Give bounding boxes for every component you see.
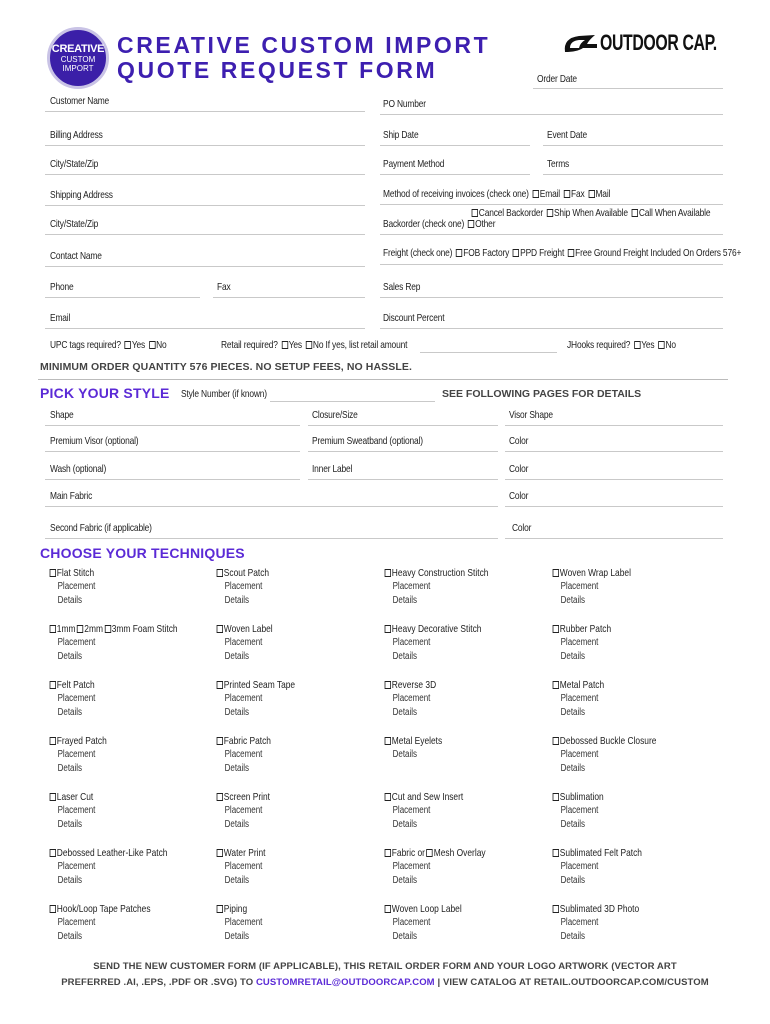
technique-item — [215, 566, 375, 608]
ppd-freight-checkbox[interactable] — [513, 249, 519, 257]
technique-label: Flat Stitch — [56, 567, 95, 579]
technique-option[interactable] — [215, 846, 343, 860]
email-label: Email — [50, 312, 71, 324]
technique-item — [215, 622, 375, 664]
placement-field[interactable]: Placement — [57, 805, 96, 816]
placement-field[interactable]: Placement — [392, 693, 431, 704]
technique-label: Heavy Construction Stitch — [391, 567, 489, 579]
premium-visor-field[interactable] — [45, 451, 300, 452]
divider — [380, 264, 723, 265]
technique-item — [551, 734, 711, 776]
fax-label: Fax — [217, 281, 231, 293]
technique-item — [215, 902, 375, 944]
main-fabric-field[interactable] — [45, 506, 498, 507]
technique-checkbox[interactable] — [553, 737, 559, 745]
shipping-address-label: Shipping Address — [50, 189, 113, 201]
technique-label: 1mm — [56, 623, 76, 635]
technique-item — [383, 902, 543, 944]
technique-option[interactable] — [48, 902, 176, 916]
placement-field[interactable]: Placement — [224, 581, 263, 592]
technique-option[interactable] — [383, 622, 511, 636]
foam-stitch-checkbox[interactable] — [77, 625, 83, 633]
customer-name-field[interactable] — [45, 111, 365, 112]
backorder-options: Cancel Backorder Ship When Available Call When Available — [470, 207, 710, 219]
placement-field[interactable]: Placement — [560, 805, 599, 816]
technique-checkbox[interactable] — [385, 681, 391, 689]
technique-option[interactable] — [48, 846, 176, 860]
technique-option[interactable] — [551, 790, 679, 804]
placement-field[interactable]: Placement — [224, 749, 263, 760]
technique-option[interactable] — [383, 566, 511, 580]
technique-checkbox[interactable] — [217, 625, 223, 633]
details-field[interactable]: Details — [224, 875, 250, 886]
technique-checkbox[interactable] — [50, 737, 56, 745]
wash-label: Wash (optional) — [50, 463, 107, 475]
technique-item — [383, 846, 543, 888]
technique-checkbox[interactable] — [553, 625, 559, 633]
technique-option[interactable] — [215, 622, 343, 636]
placement-field[interactable]: Placement — [224, 637, 263, 648]
technique-label: Reverse 3D — [391, 679, 437, 691]
technique-item — [551, 622, 711, 664]
retail-no-checkbox[interactable] — [306, 341, 312, 349]
divider — [380, 204, 723, 205]
technique-checkbox[interactable] — [553, 793, 559, 801]
see-following-pages-notice: SEE FOLLOWING PAGES FOR DETAILS — [442, 388, 642, 400]
placement-field[interactable]: Placement — [392, 917, 431, 928]
placement-field[interactable]: Placement — [560, 637, 599, 648]
upc-tags-label: UPC tags required? Yes No — [50, 339, 167, 351]
technique-item — [383, 734, 543, 762]
technique-checkbox[interactable] — [50, 905, 56, 913]
call-when-available-checkbox[interactable] — [632, 209, 638, 217]
placement-field[interactable]: Placement — [57, 637, 96, 648]
technique-checkbox[interactable] — [217, 905, 223, 913]
details-field[interactable]: Details — [392, 819, 418, 830]
technique-label: Woven Wrap Label — [559, 567, 631, 579]
details-field[interactable]: Details — [560, 819, 586, 830]
technique-option[interactable] — [551, 734, 679, 748]
technique-checkbox[interactable] — [217, 681, 223, 689]
shape-label: Shape — [50, 409, 74, 421]
technique-option[interactable] — [215, 734, 343, 748]
technique-item — [383, 566, 543, 608]
technique-label: Debossed Leather-Like Patch — [56, 847, 168, 859]
second-fabric-field[interactable] — [45, 538, 498, 539]
jhooks-label: JHooks required? Yes No — [567, 339, 676, 351]
technique-label: Water Print — [223, 847, 266, 859]
discount-percent-field[interactable] — [380, 328, 723, 329]
details-field[interactable]: Details — [224, 595, 250, 606]
technique-label: Hook/Loop Tape Patches — [56, 903, 151, 915]
sales-rep-label: Sales Rep — [383, 281, 421, 293]
details-field[interactable]: Details — [57, 931, 83, 942]
technique-option[interactable] — [383, 790, 511, 804]
mesh-overlay-label: Mesh Overlay — [433, 847, 486, 859]
sales-rep-field[interactable] — [380, 297, 723, 298]
technique-item — [551, 566, 711, 608]
details-field[interactable]: Details — [57, 651, 83, 662]
technique-option[interactable] — [383, 678, 511, 692]
placement-field[interactable]: Placement — [224, 805, 263, 816]
second-fabric-label: Second Fabric (if applicable) — [50, 522, 152, 534]
color-field-3[interactable] — [505, 506, 723, 507]
technique-item — [48, 902, 208, 944]
divider — [380, 234, 723, 235]
placement-field[interactable]: Placement — [57, 917, 96, 928]
placement-field[interactable]: Placement — [224, 917, 263, 928]
technique-checkbox[interactable] — [553, 905, 559, 913]
footer-instructions-line2: PREFERRED .AI, .EPS, .PDF OR .SVG) TO CUSTOMRETAIL@OUTDOORCAP.COM | VIEW CATALOG AT RETAIL.OUTDOORCAP.COM/CUSTOM — [61, 977, 709, 988]
backorder-label: Backorder (check one) Other — [383, 218, 496, 230]
choose-your-techniques-title: CHOOSE YOUR TECHNIQUES — [40, 545, 245, 561]
main-fabric-label: Main Fabric — [50, 490, 93, 502]
details-field[interactable]: Details — [392, 749, 418, 760]
technique-item — [215, 734, 375, 776]
technique-item — [48, 790, 208, 832]
closure-size-field[interactable] — [308, 425, 498, 426]
color-field-4[interactable] — [505, 538, 723, 539]
technique-option[interactable] — [551, 846, 679, 860]
color-label-1: Color — [509, 435, 529, 447]
technique-item — [551, 678, 711, 720]
event-date-field[interactable] — [543, 145, 723, 146]
ship-date-label: Ship Date — [383, 129, 419, 141]
order-date-field[interactable] — [533, 88, 723, 89]
technique-label: Laser Cut — [56, 791, 94, 803]
placement-field[interactable]: Placement — [392, 637, 431, 648]
details-field[interactable]: Details — [560, 875, 586, 886]
technique-checkbox[interactable] — [50, 625, 56, 633]
invoice-method-label: Method of receiving invoices (check one) Email Fax Mail — [383, 188, 611, 200]
creative-custom-import-badge: CREATIVE CUSTOM IMPORT — [47, 27, 109, 89]
technique-item — [383, 678, 543, 720]
technique-option[interactable] — [551, 622, 679, 636]
shipping-address-field[interactable] — [45, 205, 365, 206]
technique-label: Woven Loop Label — [391, 903, 462, 915]
placement-field[interactable]: Placement — [392, 861, 431, 872]
technique-checkbox[interactable] — [50, 793, 56, 801]
payment-method-label: Payment Method — [383, 158, 445, 170]
details-field[interactable]: Details — [224, 819, 250, 830]
technique-label: Rubber Patch — [559, 623, 612, 635]
po-number-label: PO Number — [383, 98, 426, 110]
details-field[interactable]: Details — [224, 651, 250, 662]
details-field[interactable]: Details — [224, 707, 250, 718]
technique-option[interactable] — [551, 902, 679, 916]
color-label-3: Color — [509, 490, 529, 502]
technique-label: Frayed Patch — [56, 735, 107, 747]
technique-option[interactable] — [383, 734, 511, 748]
technique-option[interactable] — [551, 566, 679, 580]
placement-field[interactable]: Placement — [560, 861, 599, 872]
technique-item — [383, 622, 543, 664]
technique-checkbox[interactable] — [553, 569, 559, 577]
technique-item — [48, 622, 208, 664]
details-field[interactable]: Details — [560, 931, 586, 942]
technique-option[interactable] — [551, 678, 679, 692]
technique-item — [215, 790, 375, 832]
details-field[interactable]: Details — [57, 707, 83, 718]
premium-visor-label: Premium Visor (optional) — [50, 435, 139, 447]
technique-label: Screen Print — [223, 791, 271, 803]
technique-checkbox[interactable] — [217, 569, 223, 577]
placement-field[interactable]: Placement — [392, 805, 431, 816]
details-field[interactable]: Details — [560, 595, 586, 606]
details-field[interactable]: Details — [57, 595, 83, 606]
placement-field[interactable]: Placement — [392, 581, 431, 592]
technique-label: Fabric Patch — [223, 735, 271, 747]
technique-label: Woven Label — [223, 623, 273, 635]
technique-option[interactable] — [215, 902, 343, 916]
technique-option[interactable] — [48, 678, 176, 692]
foam-stitch-label: 2mm — [84, 623, 103, 635]
color-field-1[interactable] — [505, 451, 723, 452]
technique-checkbox[interactable] — [217, 793, 223, 801]
technique-checkbox[interactable] — [50, 849, 56, 857]
details-field[interactable]: Details — [57, 875, 83, 886]
placement-field[interactable]: Placement — [560, 581, 599, 592]
closure-size-label: Closure/Size — [312, 409, 358, 421]
po-number-field[interactable] — [380, 114, 723, 115]
placement-field[interactable]: Placement — [57, 749, 96, 760]
placement-field[interactable]: Placement — [57, 581, 96, 592]
foam-stitch-checkbox[interactable] — [105, 625, 111, 633]
details-field[interactable]: Details — [57, 763, 83, 774]
technique-checkbox[interactable] — [385, 905, 391, 913]
placement-field[interactable]: Placement — [560, 693, 599, 704]
placement-field[interactable]: Placement — [57, 693, 96, 704]
technique-checkbox[interactable] — [553, 681, 559, 689]
billing-address-field[interactable] — [45, 145, 365, 146]
invoice-mail-checkbox[interactable] — [588, 190, 594, 198]
jhooks-yes-checkbox[interactable] — [634, 341, 640, 349]
details-field[interactable]: Details — [392, 595, 418, 606]
technique-checkbox[interactable] — [385, 793, 391, 801]
contact-name-label: Contact Name — [50, 250, 102, 262]
technique-label: Sublimation — [559, 791, 604, 803]
billing-city-state-zip-field[interactable] — [45, 174, 365, 175]
technique-checkbox[interactable] — [553, 849, 559, 857]
details-field[interactable]: Details — [57, 819, 83, 830]
outdoor-cap-logo-icon — [561, 30, 599, 58]
technique-label: Metal Eyelets — [391, 735, 443, 747]
technique-label: Printed Seam Tape — [223, 679, 296, 691]
brand-name: OUTDOOR CAP. — [600, 30, 717, 55]
order-date-label: Order Date — [537, 73, 577, 85]
technique-option[interactable] — [48, 566, 176, 580]
phone-field[interactable] — [45, 297, 200, 298]
terms-label: Terms — [547, 158, 570, 170]
form-title-line2: QUOTE REQUEST FORM — [117, 57, 438, 83]
event-date-label: Event Date — [547, 129, 587, 141]
technique-item — [48, 566, 208, 608]
placement-field[interactable]: Placement — [560, 917, 599, 928]
details-field[interactable]: Details — [392, 875, 418, 886]
technique-label: Sublimated Felt Patch — [559, 847, 642, 859]
details-field[interactable]: Details — [392, 651, 418, 662]
technique-checkbox[interactable] — [385, 625, 391, 633]
mesh-overlay-checkbox[interactable] — [427, 849, 433, 857]
backorder-other-checkbox[interactable] — [468, 220, 474, 228]
ship-date-field[interactable] — [380, 145, 530, 146]
contact-name-field[interactable] — [45, 266, 365, 267]
terms-field[interactable] — [543, 174, 723, 175]
technique-checkbox[interactable] — [217, 849, 223, 857]
technique-checkbox[interactable] — [385, 737, 391, 745]
technique-item — [383, 790, 543, 832]
retail-amount-field[interactable] — [420, 352, 557, 353]
technique-label: Piping — [223, 903, 248, 915]
technique-item — [48, 678, 208, 720]
upc-no-checkbox[interactable] — [149, 341, 155, 349]
phone-label: Phone — [50, 281, 74, 293]
placement-field[interactable]: Placement — [224, 693, 263, 704]
premium-sweatband-label: Premium Sweatband (optional) — [312, 435, 423, 447]
technique-option[interactable] — [215, 790, 343, 804]
style-number-label: Style Number (if known) — [181, 388, 267, 400]
minimum-order-notice: MINIMUM ORDER QUANTITY 576 PIECES. NO SETUP FEES, NO HASSLE. — [40, 361, 413, 373]
technique-item — [215, 678, 375, 720]
technique-item — [551, 902, 711, 944]
color-field-2[interactable] — [505, 479, 723, 480]
technique-label: Metal Patch — [559, 679, 605, 691]
details-field[interactable]: Details — [392, 931, 418, 942]
technique-label: Debossed Buckle Closure — [559, 735, 657, 747]
shape-field[interactable] — [45, 425, 300, 426]
fob-factory-checkbox[interactable] — [456, 249, 462, 257]
technique-item — [551, 790, 711, 832]
premium-sweatband-field[interactable] — [308, 451, 498, 452]
form-title-line1: CREATIVE CUSTOM IMPORT — [117, 32, 491, 58]
technique-label: Sublimated 3D Photo — [559, 903, 640, 915]
technique-checkbox[interactable] — [50, 681, 56, 689]
technique-label: Scout Patch — [223, 567, 270, 579]
color-label-4: Color — [512, 522, 532, 534]
technique-item — [48, 734, 208, 776]
payment-method-field[interactable] — [380, 174, 530, 175]
visor-shape-label: Visor Shape — [509, 409, 553, 421]
free-ground-freight-checkbox[interactable] — [568, 249, 574, 257]
invoice-fax-checkbox[interactable] — [564, 190, 570, 198]
section-divider — [38, 379, 728, 380]
details-field[interactable]: Details — [392, 707, 418, 718]
invoice-email-checkbox[interactable] — [533, 190, 539, 198]
technique-option[interactable] — [215, 566, 343, 580]
freight-label: Freight (check one) FOB Factory PPD Freight Free Ground Freight Included On Orders 576+ — [383, 247, 742, 259]
color-label-2: Color — [509, 463, 529, 475]
placement-field[interactable]: Placement — [224, 861, 263, 872]
style-number-field[interactable] — [270, 401, 435, 402]
technique-item — [215, 846, 375, 888]
technique-label: Fabric or — [391, 847, 425, 859]
discount-percent-label: Discount Percent — [383, 312, 445, 324]
technique-option[interactable] — [48, 790, 176, 804]
custom-retail-email-link[interactable]: CUSTOMRETAIL@OUTDOORCAP.COM — [255, 977, 435, 988]
details-field[interactable]: Details — [560, 651, 586, 662]
retail-required-label: Retail required? Yes No If yes, list retail amount — [221, 339, 408, 351]
visor-shape-field[interactable] — [505, 425, 723, 426]
upc-yes-checkbox[interactable] — [125, 341, 131, 349]
technique-option[interactable] — [383, 846, 511, 860]
technique-label: Cut and Sew Insert — [391, 791, 464, 803]
technique-item — [551, 846, 711, 888]
cancel-backorder-checkbox[interactable] — [472, 209, 478, 217]
technique-checkbox[interactable] — [385, 849, 391, 857]
technique-option[interactable] — [48, 734, 176, 748]
city-state-zip-label-2: City/State/Zip — [50, 218, 99, 230]
shipping-city-state-zip-field[interactable] — [45, 234, 365, 235]
wash-field[interactable] — [45, 479, 300, 480]
billing-address-label: Billing Address — [50, 129, 103, 141]
fax-field[interactable] — [213, 297, 365, 298]
details-field[interactable]: Details — [560, 763, 586, 774]
footer-instructions-line1: SEND THE NEW CUSTOMER FORM (IF APPLICABLE), THIS RETAIL ORDER FORM AND YOUR LOGO ARTWORK (VECTOR ART — [93, 961, 677, 972]
placement-field[interactable]: Placement — [560, 749, 599, 760]
inner-label-field[interactable] — [308, 479, 498, 480]
email-field[interactable] — [45, 328, 365, 329]
retail-yes-checkbox[interactable] — [282, 341, 288, 349]
details-field[interactable]: Details — [224, 931, 250, 942]
technique-label: Felt Patch — [56, 679, 95, 691]
technique-label: Heavy Decorative Stitch — [391, 623, 482, 635]
pick-your-style-title: PICK YOUR STYLE — [40, 385, 170, 401]
details-field[interactable]: Details — [560, 707, 586, 718]
foam-stitch-label: 3mm Foam Stitch — [111, 623, 178, 635]
customer-name-label: Customer Name — [50, 95, 110, 107]
inner-label-label: Inner Label — [312, 463, 353, 475]
technique-option[interactable] — [383, 902, 511, 916]
technique-checkbox[interactable] — [385, 569, 391, 577]
technique-checkbox[interactable] — [217, 737, 223, 745]
jhooks-no-checkbox[interactable] — [658, 341, 664, 349]
technique-item — [48, 846, 208, 888]
technique-checkbox[interactable] — [50, 569, 56, 577]
details-field[interactable]: Details — [224, 763, 250, 774]
placement-field[interactable]: Placement — [57, 861, 96, 872]
technique-option[interactable] — [215, 678, 343, 692]
city-state-zip-label-1: City/State/Zip — [50, 158, 99, 170]
technique-option[interactable] — [48, 622, 176, 636]
ship-when-available-checkbox[interactable] — [547, 209, 553, 217]
